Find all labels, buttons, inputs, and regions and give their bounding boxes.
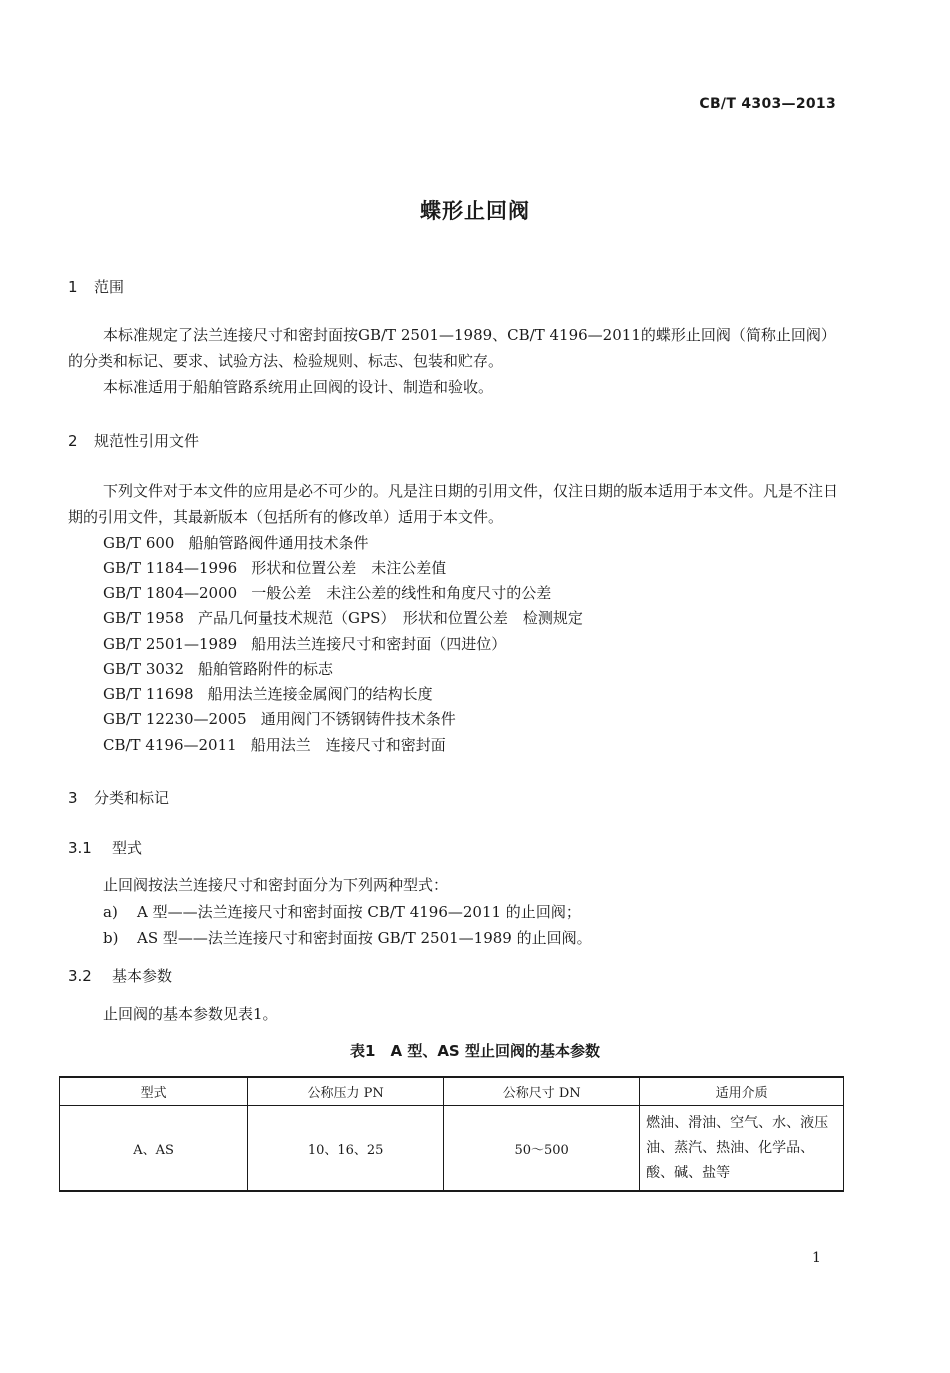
table-header-cell: 适用介质 bbox=[640, 1077, 844, 1106]
reference-title: 船用法兰 连接尺寸和密封面 bbox=[250, 736, 446, 754]
section-1-title: 范围 bbox=[94, 278, 125, 296]
reference-code: GB/T 11698 bbox=[103, 685, 194, 703]
table-header-cell: 公称压力 PN bbox=[248, 1077, 444, 1106]
reference-title: 船舶管路阀件通用技术条件 bbox=[188, 534, 369, 552]
type-list-item bbox=[103, 927, 592, 948]
list-marker: b) bbox=[103, 929, 119, 947]
section-3-2-title: 基本参数 bbox=[112, 967, 173, 985]
section-1-number: 1 bbox=[68, 278, 78, 296]
reference-item bbox=[103, 683, 433, 704]
list-text: A 型——法兰连接尺寸和密封面按 CB/T 4196—2011 的止回阀； bbox=[137, 903, 581, 921]
reference-item bbox=[103, 633, 506, 654]
section-2-title: 规范性引用文件 bbox=[94, 432, 200, 450]
list-marker: a) bbox=[103, 903, 118, 921]
section-3-title: 分类和标记 bbox=[94, 789, 170, 807]
reference-item bbox=[103, 582, 551, 603]
section-3-1-title: 型式 bbox=[112, 839, 143, 857]
reference-code: GB/T 2501—1989 bbox=[103, 635, 238, 653]
reference-title: 通用阀门不锈钢铸件技术条件 bbox=[260, 710, 456, 728]
table-cell: A、AS bbox=[60, 1106, 248, 1192]
section-2-number: 2 bbox=[68, 432, 78, 450]
section-2-paragraph: 下列文件对于本文件的应用是必不可少的。凡是注日期的引用文件，仅注日期的版本适用于本文件。凡是不注日期的引用文件，其最新版本（包括所有的修改单）适用于本文件。 bbox=[68, 482, 839, 526]
section-1-heading bbox=[68, 276, 124, 297]
section-3-2-heading bbox=[68, 965, 172, 986]
reference-item bbox=[103, 734, 446, 755]
table-header-cell: 公称尺寸 DN bbox=[444, 1077, 640, 1106]
reference-code: GB/T 1184—1996 bbox=[103, 559, 238, 577]
table-cell: 燃油、滑油、空气、水、液压油、蒸汽、热油、化学品、酸、碱、盐等 bbox=[640, 1106, 844, 1192]
reference-code: GB/T 12230—2005 bbox=[103, 710, 247, 728]
section-2-heading bbox=[68, 430, 199, 451]
section-1-paragraph-2: 本标准适用于船舶管路系统用止回阀的设计、制造和验收。 bbox=[103, 378, 494, 396]
reference-title: 产品几何量技术规范（GPS） 形状和位置公差 检测规定 bbox=[198, 609, 583, 627]
table-caption: 表1 A 型、AS 型止回阀的基本参数 bbox=[350, 1042, 600, 1060]
reference-code: CB/T 4196—2011 bbox=[103, 736, 237, 754]
section-1-paragraph-1: 本标准规定了法兰连接尺寸和密封面按GB/T 2501—1989、CB/T 4196—2011的蝶形止回阀（简称止回阀）的分类和标记、要求、试验方法、检验规则、标志、包装和贮存。 bbox=[68, 326, 836, 370]
table-header-row bbox=[60, 1077, 844, 1106]
reference-code: GB/T 1958 bbox=[103, 609, 185, 627]
section-3-1-heading bbox=[68, 837, 142, 858]
reference-title: 一般公差 未注公差的线性和角度尺寸的公差 bbox=[251, 584, 552, 602]
reference-title: 船舶管路附件的标志 bbox=[198, 660, 334, 678]
type-list-item bbox=[103, 901, 581, 922]
reference-item bbox=[103, 532, 368, 553]
table-cell: 10、16、25 bbox=[248, 1106, 444, 1192]
page-number: 1 bbox=[812, 1250, 821, 1266]
basic-parameters-table bbox=[59, 1076, 844, 1192]
reference-title: 形状和位置公差 未注公差值 bbox=[251, 559, 447, 577]
standard-code: CB/T 4303—2013 bbox=[699, 96, 836, 112]
table-cell: 50～500 bbox=[444, 1106, 640, 1192]
reference-code: GB/T 3032 bbox=[103, 660, 185, 678]
reference-item bbox=[103, 708, 456, 729]
table-row bbox=[60, 1106, 844, 1192]
table-header-cell: 型式 bbox=[60, 1077, 248, 1106]
section-3-1-number: 3.1 bbox=[68, 839, 92, 857]
reference-code: GB/T 1804—2000 bbox=[103, 584, 238, 602]
reference-code: GB/T 600 bbox=[103, 534, 175, 552]
reference-item bbox=[103, 607, 583, 628]
list-text: AS 型——法兰连接尺寸和密封面按 GB/T 2501—1989 的止回阀。 bbox=[137, 929, 592, 947]
reference-title: 船用法兰连接尺寸和密封面（四进位） bbox=[251, 635, 507, 653]
reference-item bbox=[103, 658, 333, 679]
reference-title: 船用法兰连接金属阀门的结构长度 bbox=[207, 685, 433, 703]
section-3-1-intro: 止回阀按法兰连接尺寸和密封面分为下列两种型式： bbox=[103, 876, 449, 894]
section-3-2-number: 3.2 bbox=[68, 967, 92, 985]
reference-item bbox=[103, 557, 446, 578]
section-3-number: 3 bbox=[68, 789, 78, 807]
section-3-heading bbox=[68, 787, 169, 808]
document-title: 蝶形止回阀 bbox=[420, 199, 530, 223]
section-3-2-intro: 止回阀的基本参数见表1。 bbox=[103, 1005, 278, 1023]
